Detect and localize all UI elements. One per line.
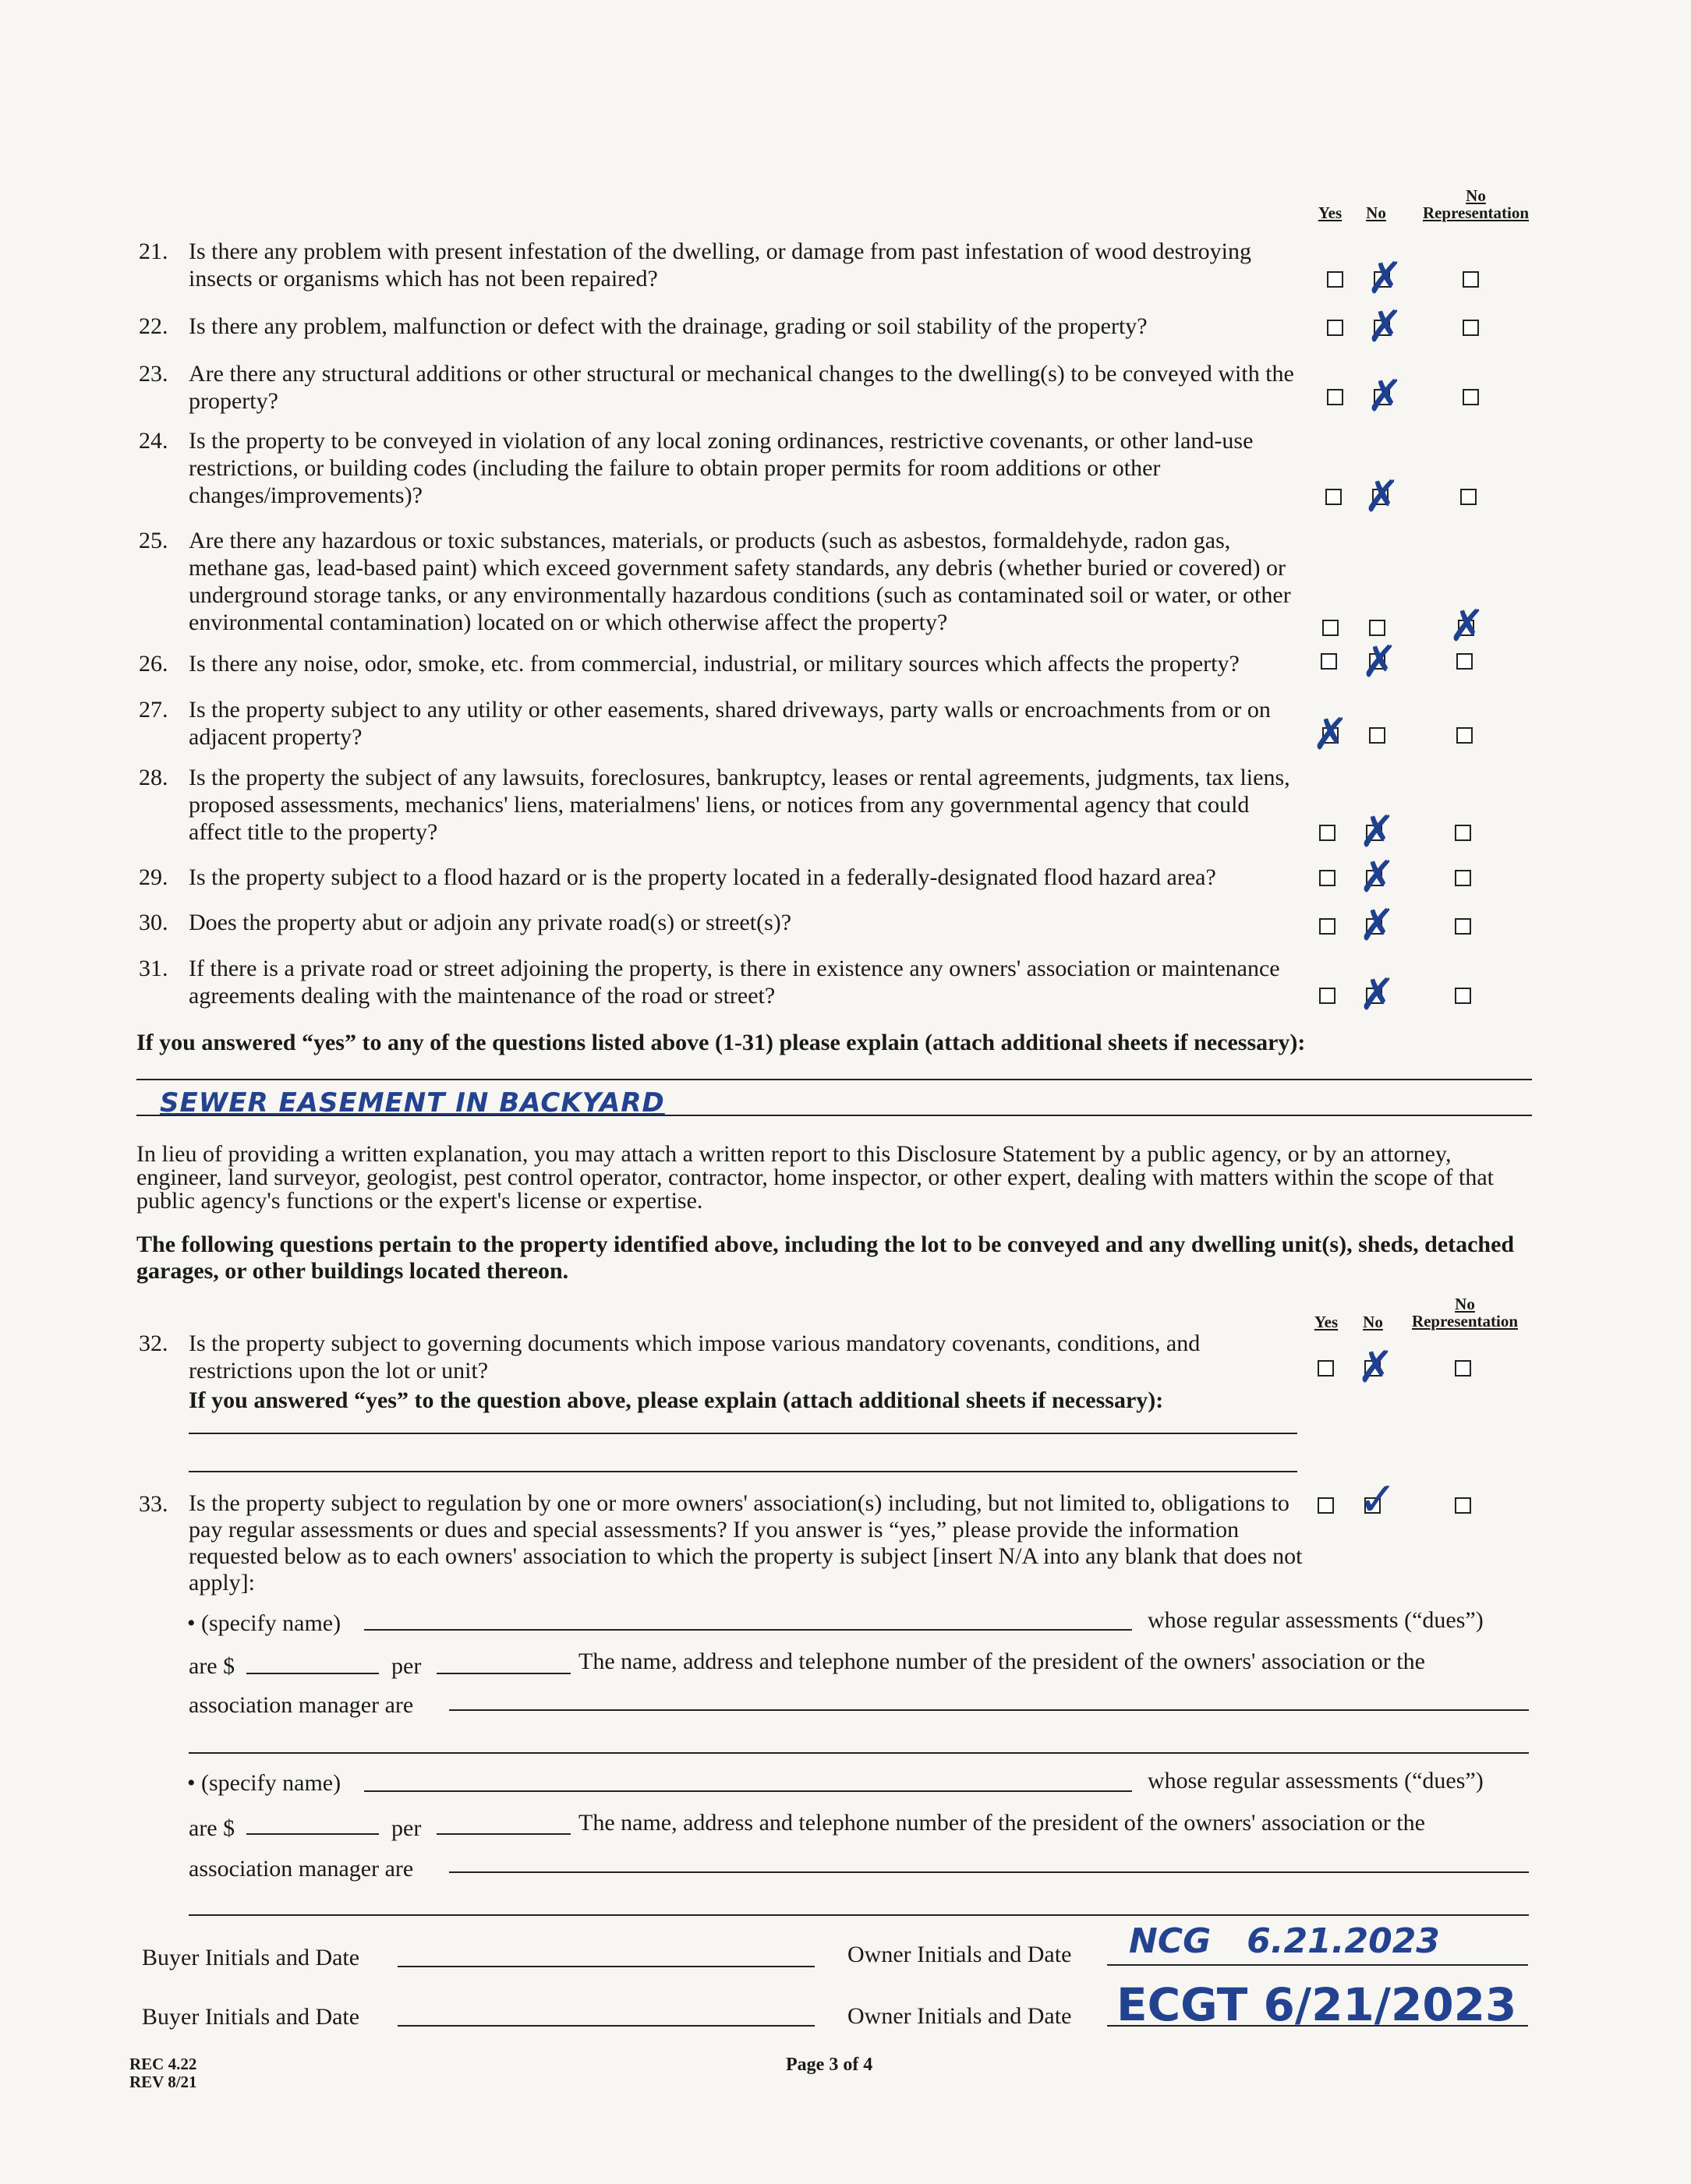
buyer-initials-line-2[interactable] — [398, 2025, 815, 2027]
question-text: Are there any structural additions or other structural or mechanical changes to the dwelling(s) to be conveyed with the property? — [189, 361, 1294, 414]
owner-initials-line-1[interactable] — [1107, 1964, 1528, 1966]
question-text: Is the property subject to regulation by one or more owners' association(s) including, but not limited to, obligations to pay regular assessments or dues and special assessments? If you answer is “yes,” please provide the information requested below as to each owners' association to which the property is subject [insert N/A into any blank that does not apply]: — [189, 1490, 1303, 1596]
check-mark-32: ✗ — [1357, 1342, 1394, 1393]
question-text: Is there any noise, odor, smoke, etc. from commercial, industrial, or military sources which affects the property? — [189, 651, 1240, 677]
checkbox-25-no[interactable] — [1369, 620, 1385, 636]
checkbox-25-yes[interactable] — [1322, 620, 1339, 636]
checkbox-33-yes[interactable] — [1318, 1497, 1334, 1514]
assoc1-amount-line[interactable] — [246, 1673, 379, 1674]
assoc2-extra-line[interactable] — [189, 1914, 1529, 1916]
question-number: 24. — [139, 428, 168, 454]
checkbox-31-norep[interactable] — [1455, 988, 1471, 1004]
check-mark-25: ✗ — [1449, 601, 1485, 652]
question-text: If there is a private road or street adjoining the property, is there in existence any owners' association or maintenance agreements dealing with the maintenance of the road or street? — [189, 956, 1280, 1009]
owner-initials-label-1: Owner Initials and Date — [847, 1942, 1072, 1967]
col-no-header: No — [1366, 203, 1386, 222]
buyer-initials-line-1[interactable] — [398, 1966, 815, 1967]
following-paragraph: The following questions pertain to the property identified above, including the lot to be conveyed and any dwelling unit(s), sheds, detached garages, or other buildings located thereon. — [136, 1232, 1515, 1284]
assoc2-manager-label: association manager are — [189, 1856, 414, 1882]
assoc1-per-label: per — [391, 1653, 422, 1679]
check-mark-29: ✗ — [1359, 852, 1396, 903]
question-text: Are there any hazardous or toxic substances, materials, or products (such as asbestos, formaldehyde, radon gas, methane gas, lead-based paint) which exceed government safety standards, any debris (whether buried or covered) or underground storage tanks, or any environmentally hazardous conditions (such as contaminated soil or water, or other environmental contamination) located on or which otherwise affect the property? — [189, 528, 1291, 635]
question-text: Does the property abut or adjoin any private road(s) or street(s)? — [189, 910, 792, 935]
assoc2-president-text: The name, address and telephone number of the president of the owners' association or the — [578, 1810, 1425, 1836]
in-lieu-paragraph: In lieu of providing a written explanation, you may attach a written report to this Disclosure Statement by a public agency, or by an attorney, engineer, land surveyor, geologist, pest control operator, contractor, home inspector, or other expert, dealing with matters within the scope of that public agency's functions or the expert's license or expertise. — [136, 1141, 1494, 1214]
assoc1-whose-label: whose regular assessments (“dues”) — [1148, 1607, 1484, 1633]
question-number: 21. — [139, 239, 168, 264]
question-text: Is there any problem with present infestation of the dwelling, or damage from past infestation of wood destroying insects or organisms which has not been repaired? — [189, 239, 1251, 292]
assoc1-manager-label: association manager are — [189, 1692, 414, 1718]
checkbox-32-yes[interactable] — [1318, 1360, 1334, 1376]
checkbox-21-yes[interactable] — [1327, 271, 1343, 288]
checkbox-27-norep[interactable] — [1456, 727, 1473, 744]
col-yes-header: Yes — [1318, 203, 1343, 222]
checkbox-31-yes[interactable] — [1319, 988, 1335, 1004]
check-mark-21: ✗ — [1367, 253, 1403, 304]
assoc1-extra-line[interactable] — [189, 1752, 1529, 1754]
question-number: 26. — [139, 651, 168, 677]
checkbox-23-yes[interactable] — [1327, 389, 1343, 405]
assoc2-manager-line[interactable] — [449, 1871, 1529, 1873]
assoc1-specify-label: • (specify name) — [187, 1610, 341, 1636]
assoc1-period-line[interactable] — [437, 1673, 571, 1674]
assoc1-are-label: are $ — [189, 1653, 235, 1679]
checkbox-32-norep[interactable] — [1455, 1360, 1471, 1376]
checkbox-26-yes[interactable] — [1321, 653, 1337, 670]
check-mark-26: ✗ — [1361, 637, 1398, 687]
q32-line-1[interactable] — [189, 1433, 1297, 1434]
question-text: Is the property to be conveyed in violation of any local zoning ordinances, restrictive covenants, or other land-use restrictions, or building codes (including the failure to obtain proper permits for room additions or other changes/improvements)? — [189, 428, 1254, 508]
checkbox-27-no[interactable] — [1369, 727, 1385, 744]
checkbox-24-yes[interactable] — [1325, 489, 1342, 505]
question-number: 31. — [139, 956, 168, 981]
col-yes-header-2: Yes — [1314, 1313, 1339, 1331]
form-revision: REV 8/21 — [129, 2073, 197, 2091]
check-mark-28: ✗ — [1359, 807, 1396, 857]
assoc2-period-line[interactable] — [437, 1833, 571, 1835]
assoc2-whose-label: whose regular assessments (“dues”) — [1148, 1768, 1484, 1793]
assoc2-are-label: are $ — [189, 1815, 235, 1841]
checkbox-30-yes[interactable] — [1319, 918, 1335, 935]
checkbox-22-yes[interactable] — [1327, 320, 1343, 336]
check-mark-27: ✗ — [1312, 709, 1349, 760]
checkbox-21-norep[interactable] — [1463, 271, 1479, 288]
col-norep-header-2: No Representation — [1411, 1295, 1519, 1331]
page-number: Page 3 of 4 — [786, 2055, 873, 2075]
assoc1-president-text: The name, address and telephone number of the president of the owners' association or the — [578, 1649, 1425, 1674]
owner-signature-2: ECGT 6/21/2023 — [1116, 1978, 1517, 2031]
checkbox-22-norep[interactable] — [1463, 320, 1479, 336]
explain-line-2[interactable] — [136, 1115, 1532, 1116]
explain-handwritten: SEWER EASEMENT IN BACKYARD — [160, 1087, 665, 1119]
assoc1-name-line[interactable] — [364, 1629, 1132, 1631]
question-number: 25. — [139, 528, 168, 553]
question-number: 27. — [139, 697, 168, 723]
q32-explain-prompt: If you answered “yes” to the question above, please explain (attach additional sheets if necessary): — [189, 1387, 1164, 1413]
assoc2-amount-line[interactable] — [246, 1833, 379, 1835]
owner-signature-1: NCG 6.21.2023 — [1129, 1921, 1440, 1961]
checkbox-26-norep[interactable] — [1456, 653, 1473, 670]
question-number: 32. — [139, 1331, 168, 1356]
question-number: 30. — [139, 910, 168, 935]
checkbox-28-norep[interactable] — [1455, 825, 1471, 841]
form-code: REC 4.22 — [129, 2055, 197, 2073]
assoc2-name-line[interactable] — [364, 1790, 1132, 1792]
checkbox-24-norep[interactable] — [1460, 489, 1477, 505]
question-text: Is the property subject to a flood hazard or is the property located in a federally-designated flood hazard area? — [189, 864, 1216, 890]
buyer-initials-label-1: Buyer Initials and Date — [142, 1945, 360, 1970]
owner-initials-label-2: Owner Initials and Date — [847, 2003, 1072, 2029]
col-no-header-2: No — [1363, 1313, 1383, 1331]
question-text: Is the property subject to governing documents which impose various mandatory covenants, conditions, and restrictions upon the lot or unit? — [189, 1331, 1201, 1384]
question-text: Is the property the subject of any lawsuits, foreclosures, bankruptcy, leases or rental agreements, judgments, tax liens, proposed assessments, mechanics' liens, materialmens' liens, or notices from any governmental agency that could affect title to the property? — [189, 765, 1290, 845]
checkbox-29-yes[interactable] — [1319, 870, 1335, 886]
question-text: Is there any problem, malfunction or defect with the drainage, grading or soil stability of the property? — [189, 313, 1148, 339]
question-number: 28. — [139, 765, 168, 790]
checkbox-29-norep[interactable] — [1455, 870, 1471, 886]
question-number: 33. — [139, 1491, 168, 1517]
check-mark-24: ✗ — [1364, 472, 1400, 522]
checkbox-30-norep[interactable] — [1455, 918, 1471, 935]
explain-prompt: If you answered “yes” to any of the questions listed above (1-31) please explain (attach additional sheets if necessary): — [136, 1030, 1306, 1055]
check-mark-23: ✗ — [1367, 371, 1403, 422]
question-number: 29. — [139, 864, 168, 890]
assoc2-specify-label: • (specify name) — [187, 1770, 341, 1796]
check-mark-22: ✗ — [1367, 302, 1403, 352]
question-number: 22. — [139, 313, 168, 339]
col-norep-header: No Representation — [1422, 186, 1530, 222]
checkbox-28-yes[interactable] — [1319, 825, 1335, 841]
check-mark-33: ✓ — [1358, 1472, 1398, 1527]
question-number: 23. — [139, 361, 168, 387]
assoc1-manager-line[interactable] — [449, 1709, 1529, 1711]
assoc2-per-label: per — [391, 1815, 422, 1841]
check-mark-30: ✗ — [1359, 900, 1396, 951]
checkbox-33-norep[interactable] — [1455, 1497, 1471, 1514]
q32-line-2[interactable] — [189, 1471, 1297, 1472]
checkbox-23-norep[interactable] — [1463, 389, 1479, 405]
check-mark-31: ✗ — [1359, 970, 1396, 1020]
explain-line-1 — [136, 1079, 1532, 1080]
buyer-initials-label-2: Buyer Initials and Date — [142, 2004, 360, 2030]
question-text: Is the property subject to any utility or other easements, shared driveways, party walls or encroachments from or on adjacent property? — [189, 697, 1271, 750]
